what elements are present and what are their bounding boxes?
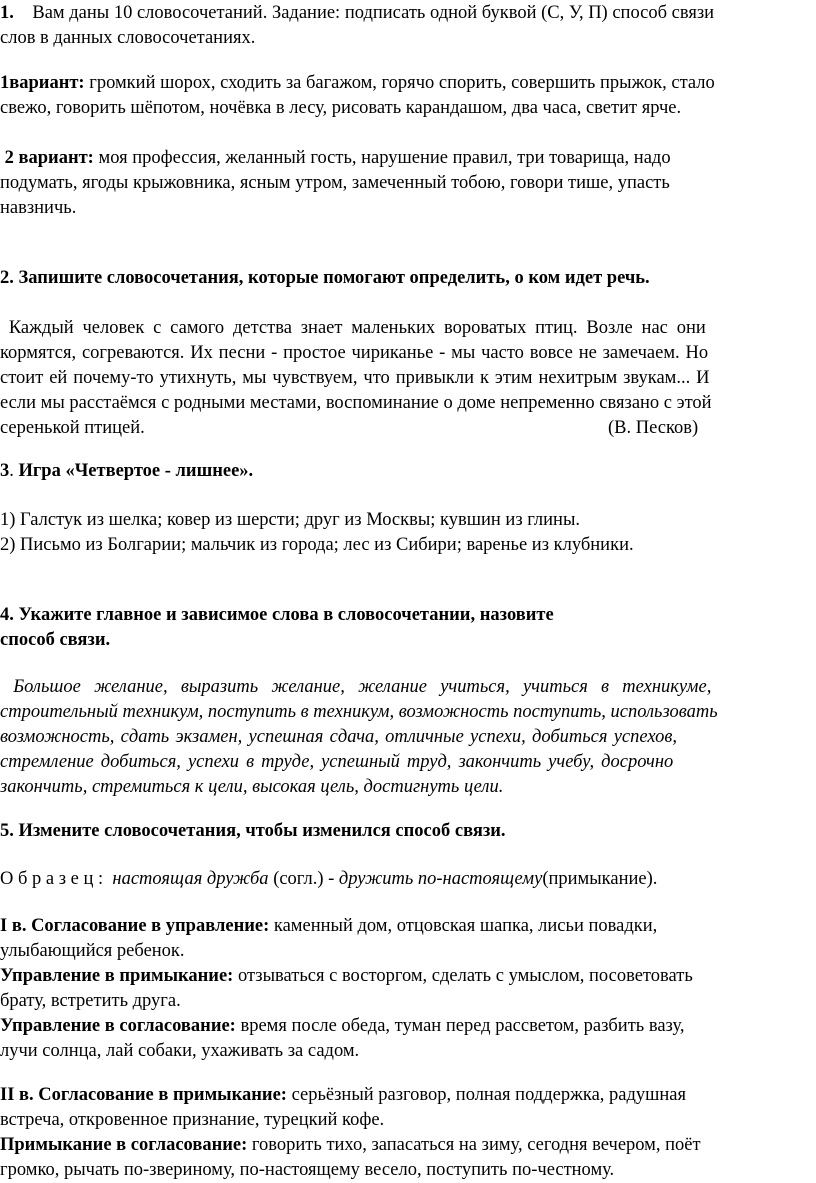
task5-variant1 [0,914,812,1064]
task4-text-line5: закончить, стремиться к цели, высокая цель, достигнуть цели. [0,777,504,797]
variant2-line3: навзничь. [0,198,77,218]
task3-items [0,508,812,558]
task4-heading-line2: способ связи. [0,630,111,650]
task5-sample [0,867,812,892]
v1-b-line2: брату, встретить друга. [0,991,181,1011]
task2-author: (В. Песков) [608,418,699,438]
task4-text-line3: возможность, сдать экзамен, успешная сдача, отличные успехи, добиться успехов, [0,727,678,747]
task3-item2: 2) Письмо из Болгарии; мальчик из города; лес из Сибири; варенье из клубники. [0,535,634,555]
task3-heading-block: 3. Игра «Четвертое - лишнее». [0,461,254,481]
task3-number: 3 [0,461,10,481]
task4-text [0,675,812,800]
task4-text-line1: Большое желание, выразить желание, желание учиться, учиться в техникуме, [13,677,712,697]
v2-a-label: II в. Согласование в примыкание: [0,1085,287,1105]
task5-variant2 [0,1083,812,1183]
task5-heading-block [0,819,812,844]
task2-heading-block [0,266,812,291]
variant2-line1: моя профессия, желанный гость, нарушение правил, три товарища, надо [98,148,671,168]
task2-text-line2: кормятся, согреваются. Их песни - простое чириканье - мы часто вовсе не замечаем. Но [0,343,709,363]
variant1-line1: громкий шорох, сходить за багажом, горячо спорить, совершить прыжок, стало [89,73,715,93]
sample-label: О б р а з е ц : [0,869,104,889]
task1-intro [0,1,812,51]
task4-heading-block [0,603,812,653]
variant2-line2: подумать, ягоды крыжовника, ясным утром, замеченный тобою, говори тише, упасть [0,173,670,193]
v1-a-line2: улыбающийся ребенок. [0,941,185,961]
sample-b-type: (примыкание). [542,869,658,889]
task1-number: 1. [0,3,14,23]
v2-a-line1: серьёзный разговор, полная поддержка, радушная [291,1085,687,1105]
task1-text-line1: Вам даны 10 словосочетаний. Задание: подписать одной буквой (С, У, П) способ связи [32,3,715,23]
v1-b-line1: отзываться с восторгом, сделать с умыслом, посоветовать [237,966,693,986]
task3-heading: Игра «Четвертое - лишнее». [18,461,254,481]
task2-text-line5: серенькой птицей. [0,418,145,438]
task4-text-line2: строительный техникум, поступить в техникум, возможность поступить, использовать [0,702,718,722]
v2-a-line2: встреча, откровенное признание, турецкий кофе. [0,1110,385,1130]
task1-text-line2: слов в данных словосочетаниях. [0,28,256,48]
v1-c-label: Управление в согласование: [0,1016,236,1036]
v1-b-label: Управление в примыкание: [0,966,234,986]
task2-text-line1: Каждый человек с самого детства знает маленьких вороватых птиц. Возле нас они [8,318,706,338]
variant1-line2: свежо, говорить шёпотом, ночёвка в лесу, рисовать карандашом, два часа, светит ярче. [0,98,682,118]
variant1-label: 1вариант: [0,73,85,93]
task1-variant1 [0,71,812,121]
v2-b-line2: громко, рычать по-звериному, по-настоящему весело, поступить по-честному. [0,1160,615,1180]
task2-heading: 2. Запишите словосочетания, которые помогают определить, о ком идет речь. [0,268,650,288]
v1-a-label: I в. Согласование в управление: [0,916,270,936]
task1-variant2 [0,146,812,221]
sample-a-type: (согл.) - [273,869,335,889]
task2-text [0,316,812,441]
task2-text-line4: если мы расстаёмся с родными местами, воспоминание о доме непременно связано с этой [0,393,712,413]
v2-b-line1: говорить тихо, запасаться на зиму, сегодня вечером, поёт [251,1135,701,1155]
v1-c-line2: лучи солнца, лай собаки, ухаживать за садом. [0,1041,360,1061]
task4-text-line4: стремление добиться, успехи в труде, успешный труд, закончить учебу, досрочно [0,752,674,772]
task3-item1: 1) Галстук из шелка; ковер из шерсти; друг из Москвы; кувшин из глины. [0,510,581,530]
task4-heading-line1: 4. Укажите главное и зависимое слова в словосочетании, назовите [0,605,554,625]
sample-b: дружить по-настоящему [338,869,543,889]
task2-text-line3: стоит ей почему-то утихнуть, мы чувствуем, что привыкли к этим нехитрым звукам... И [0,368,710,388]
task5-heading: 5. Измените словосочетания, чтобы изменился способ связи. [0,821,506,841]
v1-c-line1: время после обеда, туман перед рассветом, разбить вазу, [240,1016,685,1036]
v2-b-label: Примыкание в согласование: [0,1135,248,1155]
sample-a: настоящая дружба [112,869,269,889]
variant2-label: 2 вариант: [4,148,94,168]
v1-a-line1: каменный дом, отцовская шапка, лисьи повадки, [273,916,658,936]
